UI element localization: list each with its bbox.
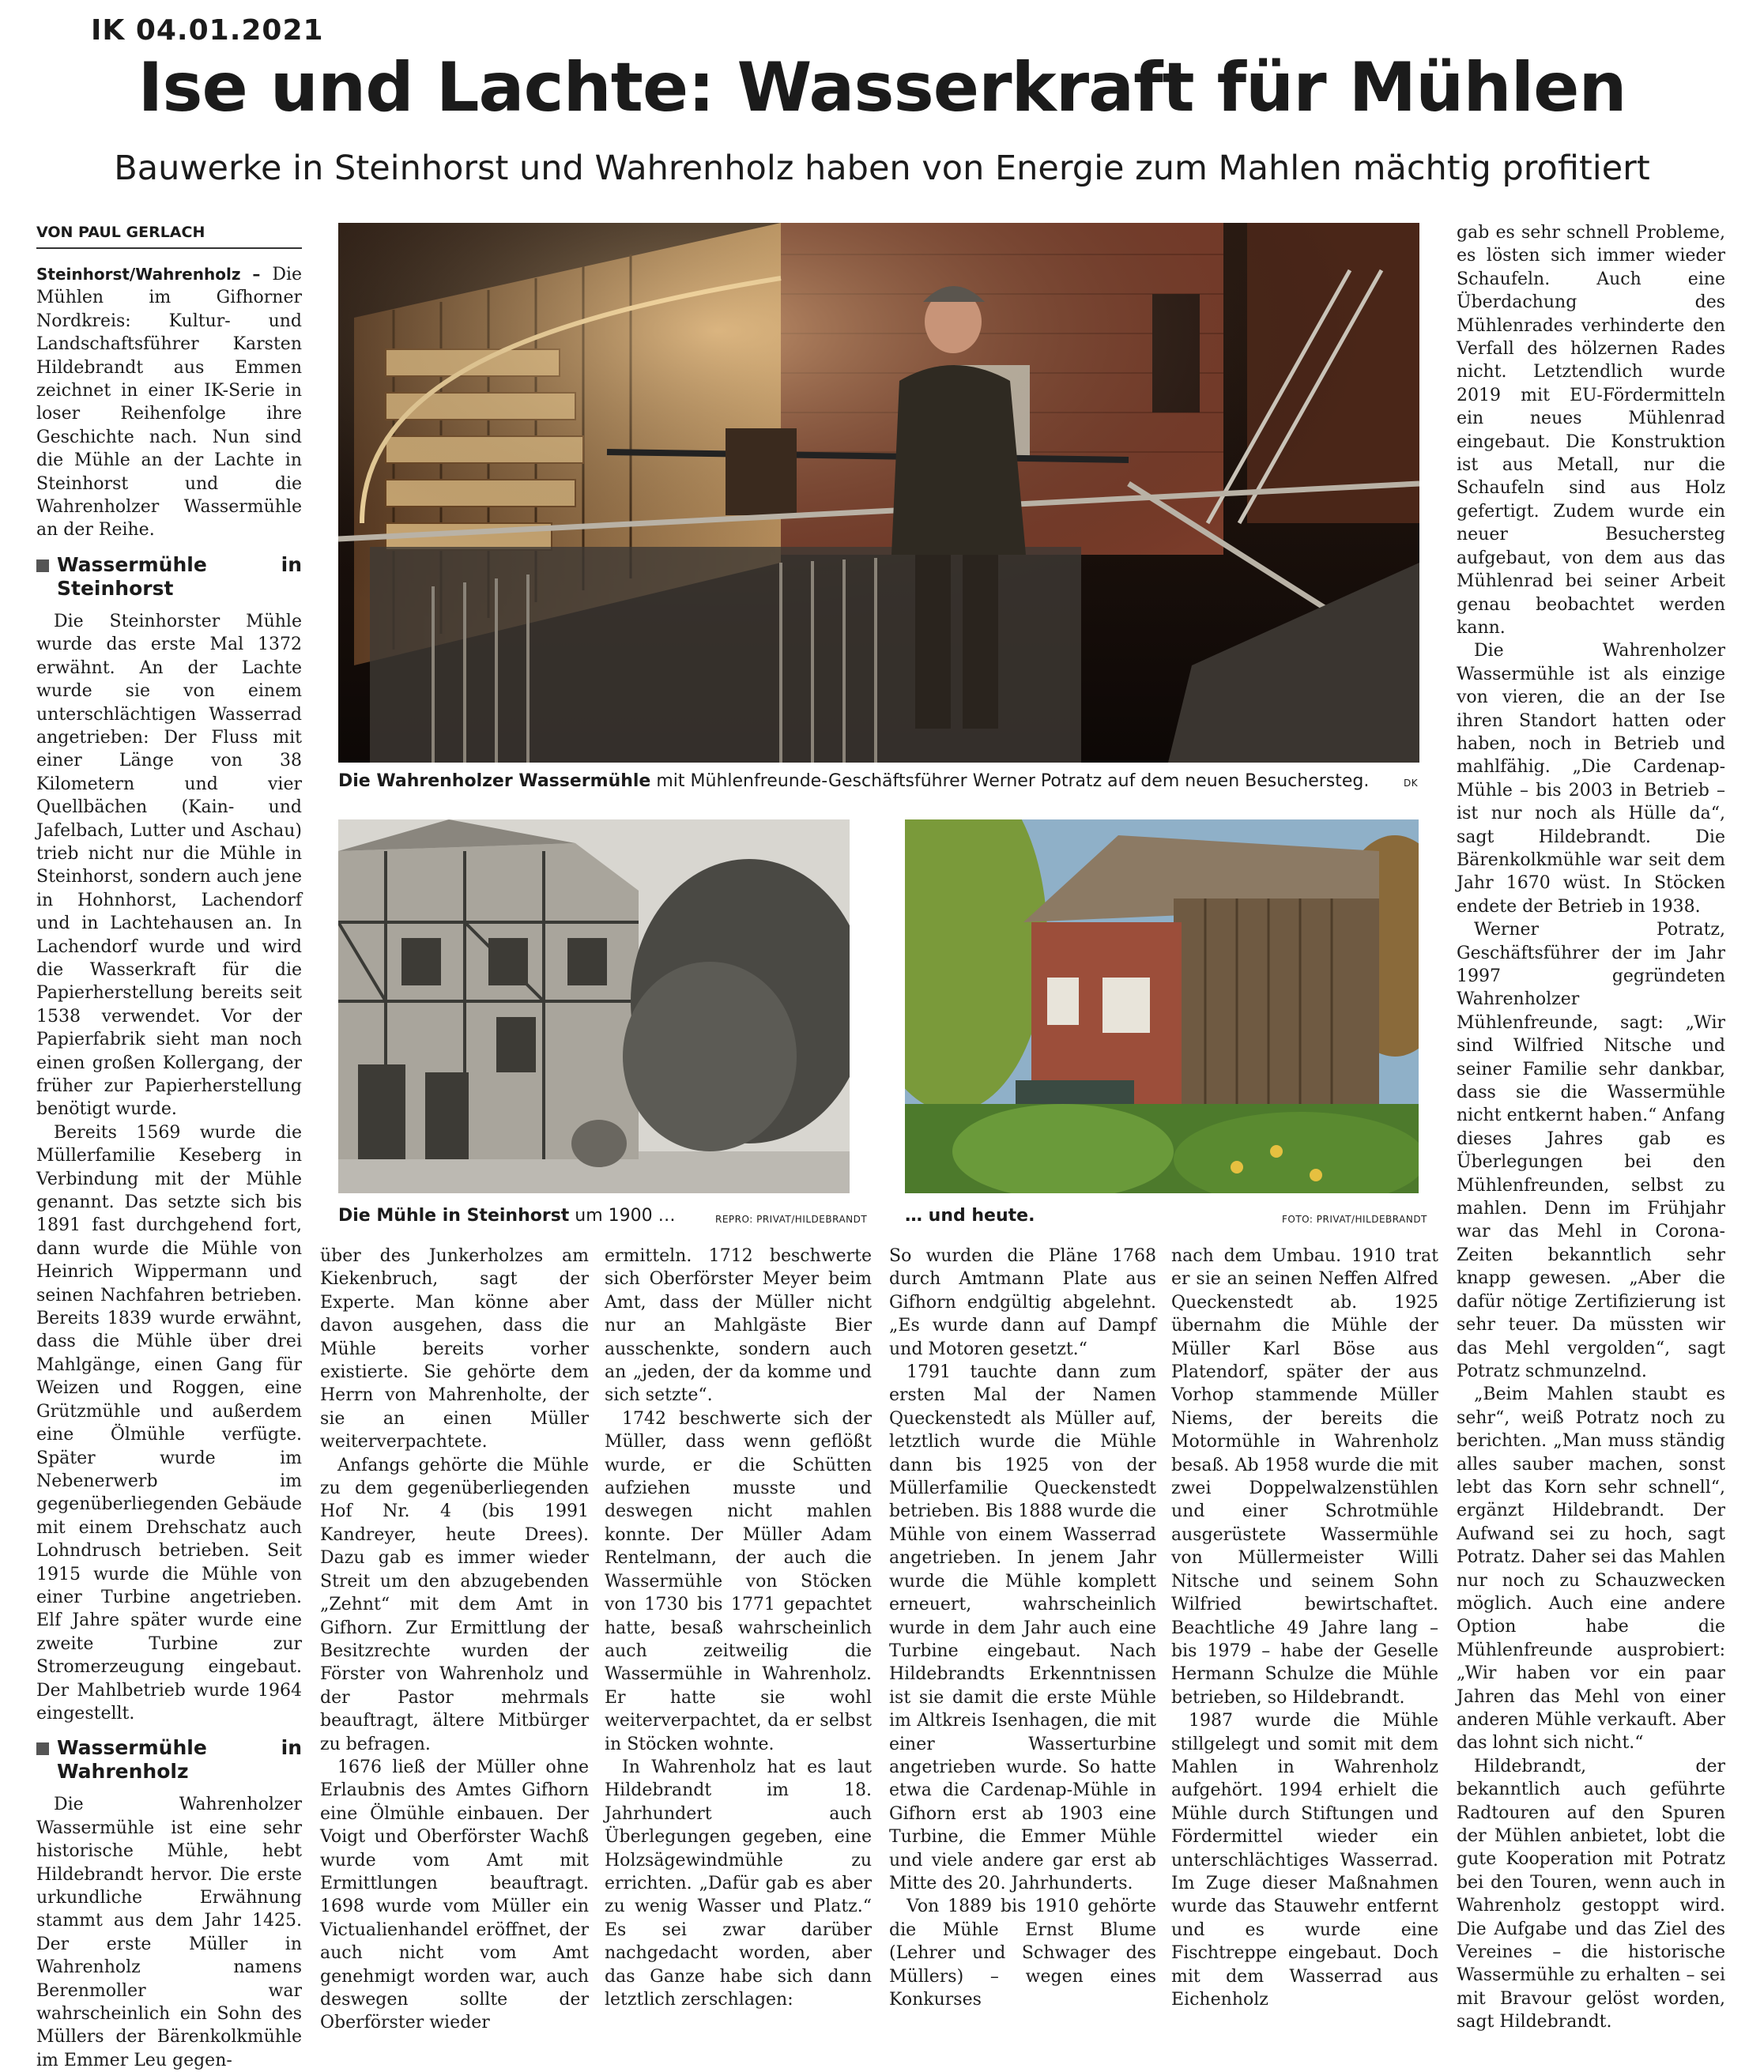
subheadline: Bauwerke in Steinhorst und Wahrenholz haben von Energie zum Mahlen mächtig profitiert [114,149,1650,188]
subheading-steinhorst: Wassermühle in Steinhorst [36,553,302,601]
mill-night-image [338,223,1419,763]
place-label: Steinhorst/Wahrenholz – [36,265,261,284]
paragraph: nach dem Umbau. 1910 trat er sie an seinen Neffen Alfred Queckenstedt ab. 1925 übernahm die Mühle der Müller Karl Böse aus Platendorf, später der aus Vorhop stammende Müller Niems, der bereits die Motormühle in Wahrenholz besaß. Ab 1958 wurde die mit zwei Doppelwalzenstühlen und einer Schrotmühle ausgerüstete Wassermühle von Müllermeister Willi Nitsche und seinem Sohn Wilfried bewirtschaftet. Beachtliche 49 Jahre lang – bis 1979 – habe der Geselle Hermann Schulze die Mühle betrieben, so Hildebrandt. [1171,1246,1438,1708]
paragraph: über des Junkerholzes am Kiekenbruch, sagt der Experte. Man könne aber davon ausgehen, dass die Mühle bereits vorher existierte. Sie gehörte dem Herrn von Mahrenholte, der sie an einen Müller weiterverpachtete. [320,1246,589,1452]
caption-bold: Die Wahrenholzer Wassermühle [338,771,651,791]
main-photo [338,223,1419,763]
caption-bold: … und heute. [905,1206,1035,1226]
paragraph: Von 1889 bis 1910 gehörte die Mühle Ernst Blume (Lehrer und Schwager des Müllers) – wegen eines Konkurses [889,1897,1156,2010]
intro-text: Die Mühlen im Gifhorner Nordkreis: Kultur- und Landschaftsführer Karsten Hildebrandt aus Emmen zeichnet in einer IK-Serie in loser Reihenfolge ihre Geschichte nach. Nun sind die Mühle an der Lachte in Steinhorst und die Wahrenholzer Wassermühle an der Reihe. [36,265,303,541]
column-4 [889,1245,1156,2011]
column-5 [1171,1245,1438,2011]
new-photo-caption [905,1205,1142,1227]
paragraph: Bereits 1569 wurde die Müllerfamilie Keseberg in Verbindung mit der Mühle genannt. Das setzte sich bis 1891 fast durchgehend fort, dann wurde die Mühle von Heinrich Wippermann und seinen Nachfahren betrieben. Bereits 1839 wurde erwähnt, dass die Mühle über drei Mahlgänge, einen Gang für Weizen und Roggen, eine Grützmühle und außerdem eine Ölmühle verfügte. Später wurde im Nebenerwerb im gegenüberliegenden Gebäude mit einem Drehschatz auch Lohndrusch betrieben. Seit 1915 wurde die Mühle von einer Turbine angetrieben. Elf Jahre später wurde eine zweite Turbine zur Stromerzeugung eingebaut. Der Mahlbetrieb wurde 1964 eingestellt. [36,1122,302,1724]
photo-credit: REPRO: PRIVAT/HILDEBRANDT [715,1214,868,1225]
byline: VON PAUL GERLACH [36,224,302,249]
caption-text: um 1900 … [569,1206,676,1226]
steinhorst-mill-today-image [905,819,1419,1193]
subheading-wahrenholz: Wassermühle in Wahrenholz [36,1736,302,1784]
paragraph: Hildebrandt, der bekanntlich auch geführte Radtouren auf den Spuren der Mühlen anbietet, lobt die gute Kooperation mit Potratz bei den Touren, wenn auch in Wahrenholz gestoppt wird. Die Aufgabe und das Ziel des Vereines – die historische Wassermühle zu erhalten – sei mit Bravour gelöst worden, sagt Hildebrandt. [1457,1756,1725,2032]
column-3 [605,1245,872,2011]
headline: Ise und Lachte: Wasserkraft für Mühlen [138,48,1626,127]
main-photo-caption [338,770,1389,793]
paragraph: „Beim Mahlen staubt es sehr“, weiß Potratz noch zu berichten. „Man muss ständig alles sauber machen, sonst lebt das Korn sehr schnell“, ergänzt Hildebrandt. Der Aufwand sei zu hoch, sagt Potratz. Daher sei das Mahlen nur noch zu Schauzwecken möglich. Auch eine andere Option habe die Mühlenfreunde ausprobiert: „Wir haben vor ein paar Jahren das Mehl von einer anderen Mühle verkauft. Aber das lohnt sich nicht.“ [1457,1384,1725,1754]
new-mill-photo [905,819,1419,1193]
paragraph: 1742 beschwerte sich der Müller, dass wenn geflößt wurde, er die Schütten aufziehen musste und deswegen nicht mahlen konnte. Der Müller Adam Rentelmann, der auch die Wassermühle von Stöcken von 1730 bis 1771 gepachtet hatte, besaß wahrscheinlich auch zeitweilig die Wassermühle in Wahrenholz. Er hatte sie wohl weiterverpachtet, da er selbst in Stöcken wohnte. [605,1408,872,1754]
paragraph: gab es sehr schnell Probleme, es lösten sich immer wieder Schaufeln. Auch eine Überdachung des Mühlenrades verhinderte den Verfall des hölzernen Rades nicht. Letztendlich wurde 2019 mit EU-Fördermitteln ein neues Mühlenrad eingebaut. Die Konstruktion ist aus Metall, nur die Schaufeln sind aus Holz gefertigt. Zudem wurde ein neuer Besuchersteg aufgebaut, von dem aus das Mühlenrad bei seiner Arbeit genau beobachtet werden kann. [1457,223,1725,638]
paragraph: 1791 tauchte dann zum ersten Mal der Namen Queckenstedt als Müller auf, letztlich wurde die Mühle dann bis 1925 von der Müllerfamilie Queckenstedt betrieben. Bis 1888 wurde die Mühle von einem Wasserrad angetrieben. In jenem Jahr wurde die Mühle komplett erneuert, wahrscheinlich wurde in dem Jahr auch eine Turbine eingebaut. Nach Hildebrandts Erkenntnissen ist sie damit die erste Mühle im Altkreis Isenhagen, die mit einer Wasserturbine angetrieben wurde. So hatte etwa die Cardenap-Mühle in Gifhorn erst ab 1903 eine Turbine, die Emmer Mühle und viele andere gar erst ab Mitte des 20. Jahrhunderts. [889,1362,1156,1893]
paragraph: So wurden die Pläne 1768 durch Amtmann Plate aus Gifhorn endgültig abgelehnt. „Es wurde dann auf Dampf und Motoren gesetzt.“ [889,1246,1156,1359]
paragraph: 1676 ließ der Müller ohne Erlaubnis des Amtes Gifhorn eine Ölmühle einbauen. Der Voigt und Oberförster Wachß wurde vom Amt mit Ermittlungen beauftragt. 1698 wurde vom Müller ein Victualienhandel eröffnet, der auch nicht vom Amt genehmigt worden war, auch deswegen sollte der Oberförster wieder [320,1757,589,2033]
old-photo-caption [338,1205,710,1227]
column-1 [36,263,302,2072]
column-2 [320,1245,589,2035]
steinhorst-mill-1900-image [338,819,850,1193]
paragraph: Anfangs gehörte die Mühle zu dem gegenüberliegenden Hof Nr. 4 (bis 1991 Kandreyer, heute Drees). Dazu gab es immer wieder Streit um den abzugebenden „Zehnt“ mit dem Amt in Gifhorn. Zur Ermittlung der Besitzrechte wurden der Förster von Wahrenholz und der Pastor mehrmals beauftragt, ältere Mitbürger zu befragen. [320,1455,589,1754]
paragraph: Die Wahrenholzer Wassermühle ist eine sehr historische Mühle, hebt Hildebrandt hervor. Die erste urkundliche Erwähnung stammt aus dem Jahr 1425. Der erste Müller in Wahrenholz namens Berenmoller war wahrscheinlich ein Sohn des Müllers der Bärenkolkmühle im Emmer Leu gegen- [36,1795,302,2070]
column-6 [1457,221,1725,2034]
caption-bold: Die Mühle in Steinhorst [338,1206,570,1226]
dateline: IK 04.01.2021 [91,14,324,47]
paragraph: 1987 wurde die Mühle stillgelegt und somit mit dem Mahlen in Wahrenholz aufgehört. 1994 erhielt die Mühle durch Stiftungen und Fördermittel wieder ein unterschlächtiges Wasserrad. Im Zuge dieser Maßnahmen wurde das Stauwehr entfernt und es wurde eine Fischtreppe eingebaut. Doch mit dem Wasserrad aus Eichenholz [1171,1711,1438,2010]
caption-text: mit Mühlenfreunde-Geschäftsführer Werner Potratz auf dem neuen Besuchersteg. [650,771,1370,791]
paragraph: Die Wahrenholzer Wassermühle ist als einzige von vieren, die an der Ise ihren Standort hatten oder haben, noch in Betrieb und mahlfähig. „Die Cardenap-Mühle – bis 2003 in Betrieb – ist nur noch als Hülle da“, sagt Hildebrandt. Die Bärenkolkmühle war seit dem Jahr 1670 wüst. In Stöcken endete der Betrieb in 1938. [1457,641,1725,917]
paragraph: ermitteln. 1712 beschwerte sich Oberförster Meyer beim Amt, dass der Müller nicht nur an Mahlgäste Bier ausschenkte, sondern auch an „jeden, der da komme und sich setzte“. [605,1246,872,1406]
photo-credit: FOTO: PRIVAT/HILDEBRANDT [1282,1214,1427,1225]
intro-paragraph [36,263,302,542]
photo-credit: DK [1404,778,1419,789]
paragraph: In Wahrenholz hat es laut Hildebrandt im 18. Jahrhundert auch Überlegungen gegeben, eine Holzsägewindmühle zu errichten. „Dafür gab es aber zu wenig Wasser und Platz.“ Es sei zwar darüber nachgedacht worden, aber das Ganze habe sich dann letztlich zerschlagen: [605,1757,872,2010]
paragraph: Werner Potratz, Geschäftsführer der im Jahr 1997 gegründeten Wahrenholzer Mühlenfreunde, sagt: „Wir sind Wilfried Nitsche und seiner Familie sehr dankbar, dass sie die Wassermühle nicht entkernt haben.“ Anfang dieses Jahres gab es Überlegungen bei den Mühlenfreunden, selbst zu mahlen. Denn im Frühjahr war das Mehl in Corona-Zeiten bekanntlich sehr knapp gewesen. „Aber die dafür nötige Zertifizierung ist sehr teuer. Da müssten wir das Mehl vergolden“, sagt Potratz schmunzelnd. [1457,920,1725,1381]
old-mill-photo [338,819,850,1193]
paragraph: Die Steinhorster Mühle wurde das erste Mal 1372 erwähnt. An der Lachte wurde sie von einem unterschlächtigen Wasserrad angetrieben: Der Fluss mit einer Länge von 38 Kilometern und vier Quellbächen (Kain- und Jafelbach, Lutter und Aschau) trieb nicht nur die Mühle in Steinhorst, sondern auch jene in Hohnhorst, Lachendorf und in Lachtehausen an. In Lachendorf wurde und wird die Wasserkraft für die Papierherstellung bereits seit 1538 verwendet. Vor der Papierfabrik sieht man noch einen großen Kollergang, der früher zur Papierherstellung benötigt wurde. [36,611,302,1120]
